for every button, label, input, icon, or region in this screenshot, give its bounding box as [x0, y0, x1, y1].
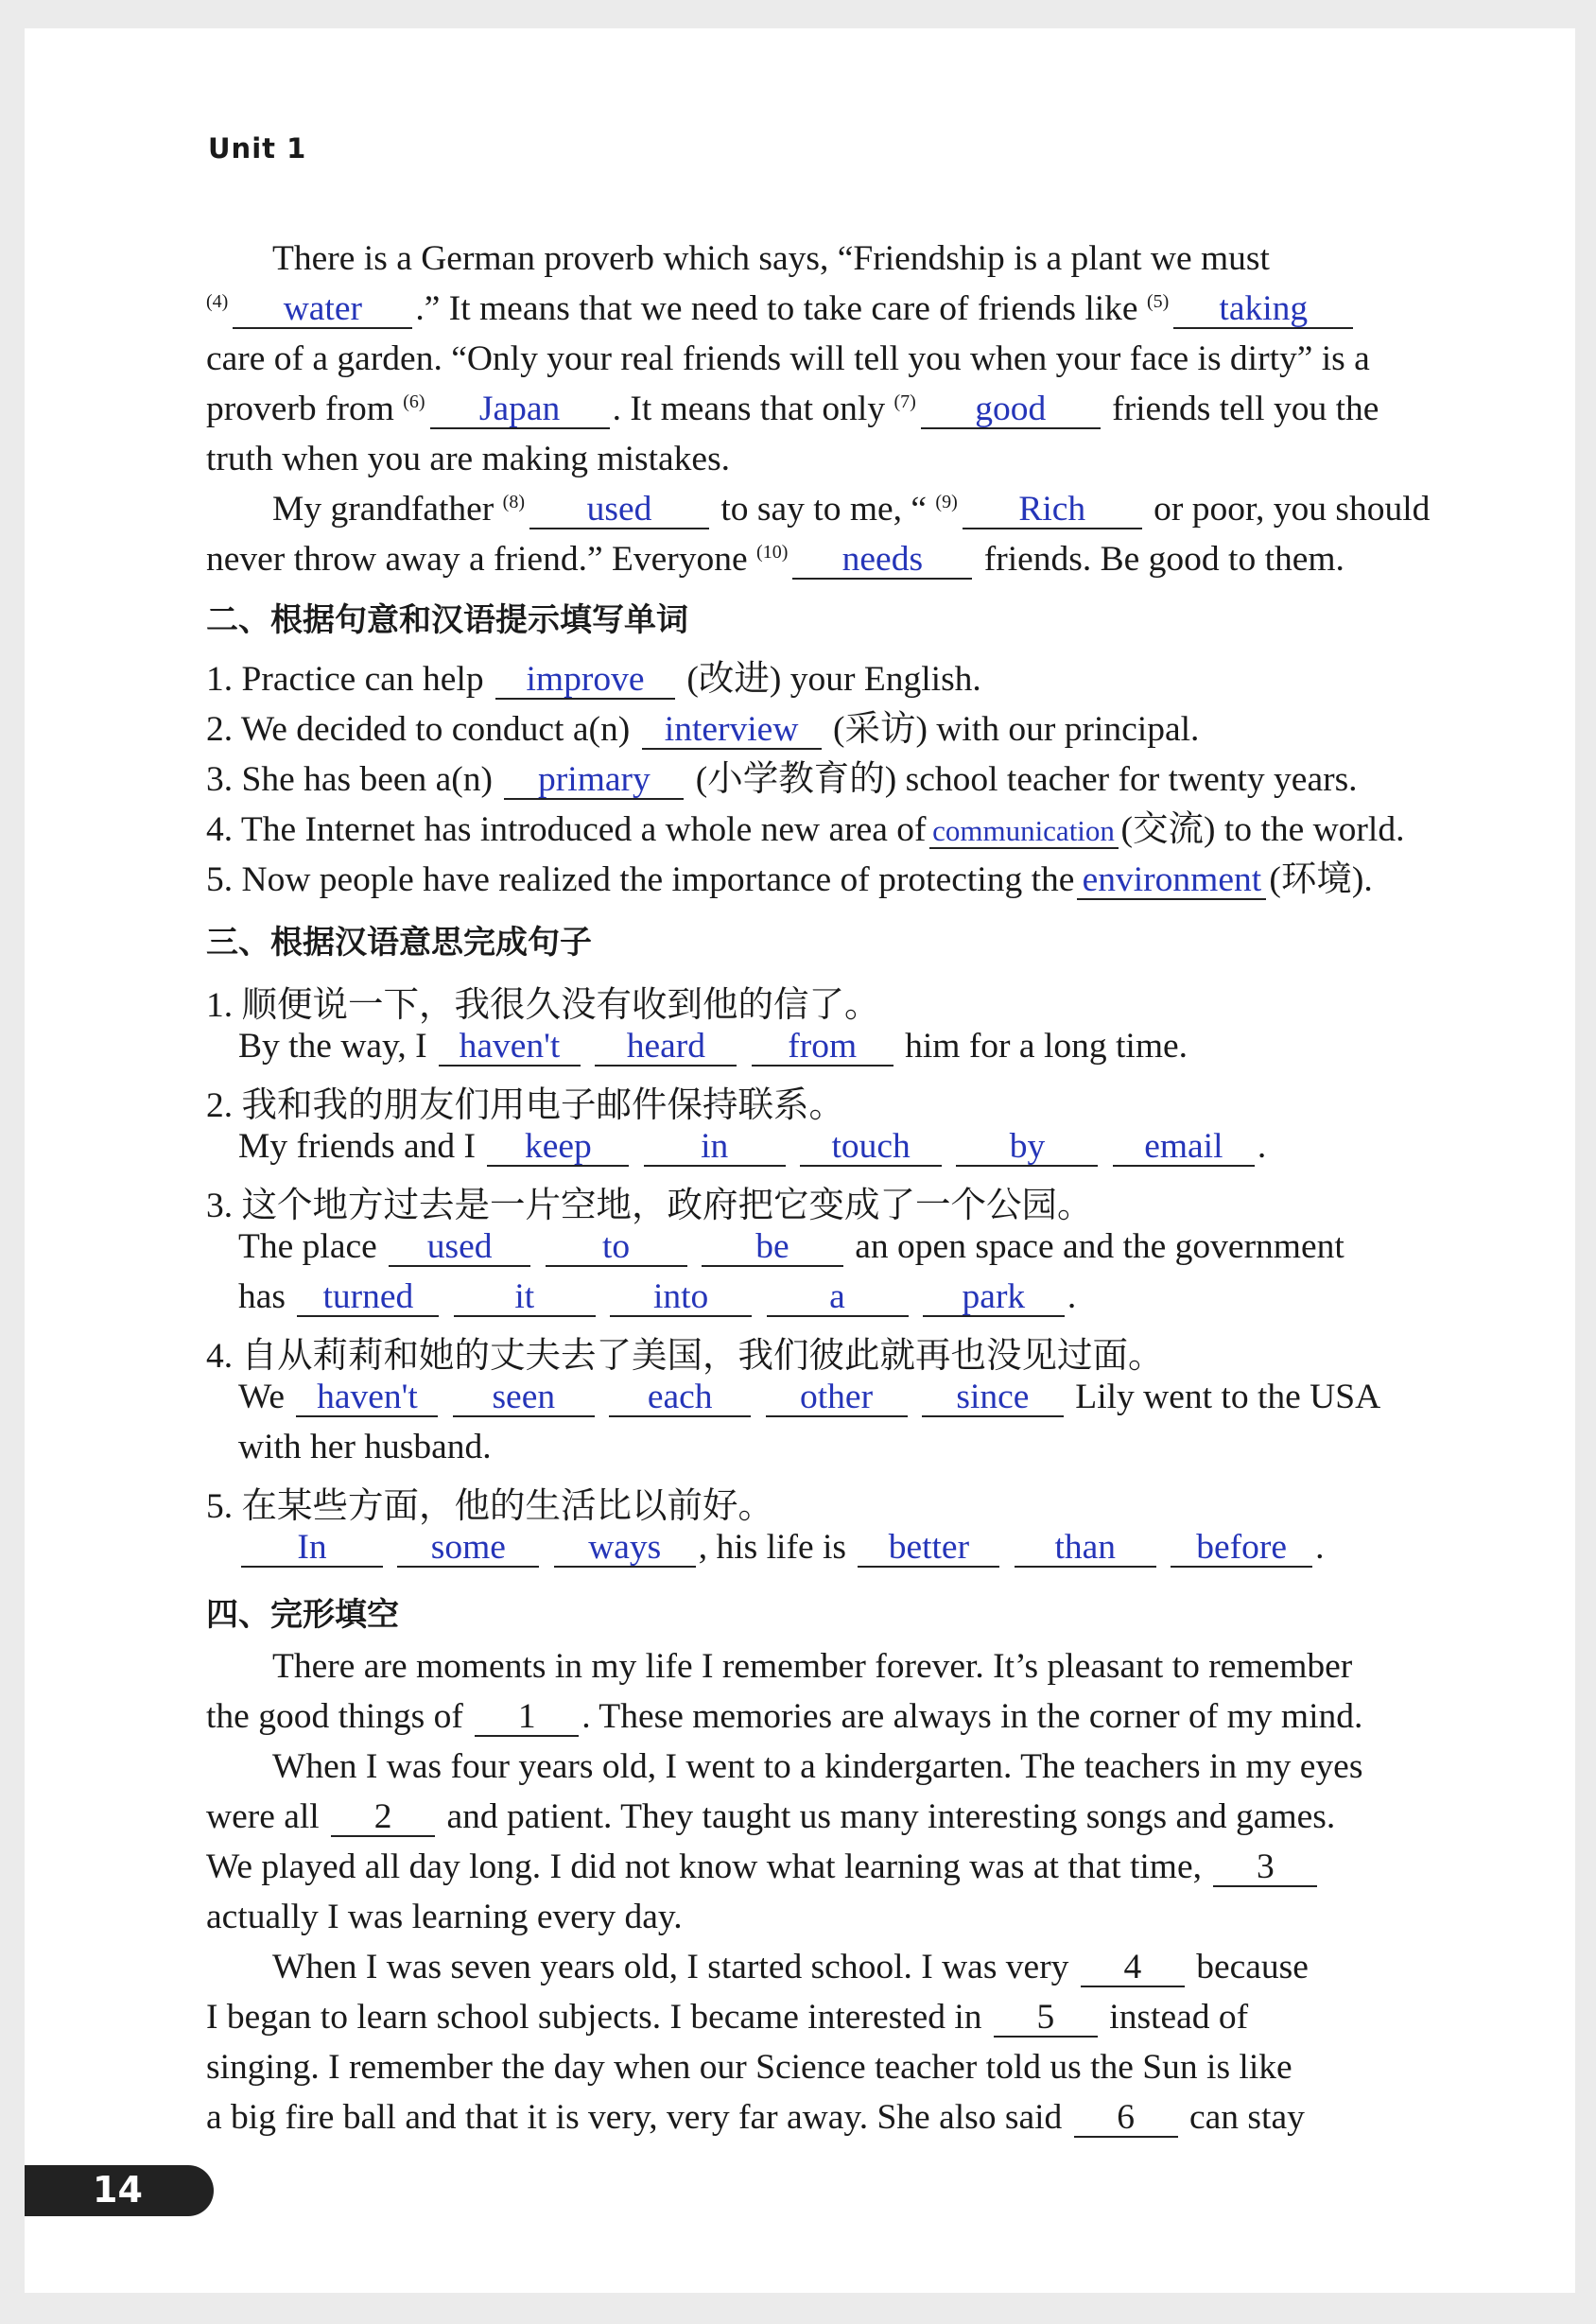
passage-line: There is a German proverb which says, “Friendship is a plant we must — [272, 239, 1270, 278]
cloze-line: actually I was learning every day. — [206, 1898, 683, 1936]
section-heading: 四、完形填空 — [206, 1596, 399, 1634]
exercise-line: has turned it into a park . — [238, 1277, 1077, 1316]
exercise-line: The place used to be an open space and the government — [238, 1227, 1344, 1266]
cloze-line: I began to learn school subjects. I became interested in 5 instead of — [206, 1998, 1249, 2037]
answer-blank: from — [752, 1028, 893, 1067]
passage-line: $^{(4)}$ water .” It means that we need to take care of friends like $^{(5)}$ taking — [206, 288, 1356, 329]
answer-blank: heard — [595, 1028, 737, 1067]
answer-blank: better — [858, 1529, 999, 1568]
answer-blank: other — [766, 1379, 908, 1417]
exercise-line: By the way, I haven't heard from him for a long time. — [238, 1027, 1188, 1066]
exercise-line: 5. Now people have realized the importance of protecting the environment (环境). — [206, 860, 1373, 899]
exercise-line: My friends and I keep in touch by email . — [238, 1127, 1267, 1166]
answer-blank: be — [702, 1228, 843, 1267]
answer-blank: taking — [1173, 290, 1353, 329]
exercise-line: 2. We decided to conduct a(n) interview (采访) with our principal. — [206, 710, 1200, 749]
exercise-line: In some ways , his life is better than before . — [206, 1527, 1325, 1568]
answer-blank: each — [609, 1379, 751, 1417]
answer-blank: In — [241, 1529, 383, 1568]
cloze-blank: 2 — [331, 1798, 435, 1837]
passage-line: proverb from $^{(6)}$ Japan . It means that only $^{(7)}$ good friends tell you the — [206, 390, 1379, 428]
answer-blank: turned — [297, 1278, 439, 1317]
cloze-blank: 4 — [1081, 1949, 1185, 1987]
unit-header: Unit 1 — [208, 132, 307, 165]
answer-blank: park — [923, 1278, 1065, 1317]
answer-blank: ways — [554, 1529, 696, 1568]
answer-blank: seen — [453, 1379, 595, 1417]
answer-blank: email — [1113, 1128, 1255, 1167]
answer-blank: into — [610, 1278, 752, 1317]
answer-blank: than — [1015, 1529, 1156, 1568]
answer-blank: keep — [487, 1128, 629, 1167]
chinese-prompt: 5. 在某些方面，他的生活比以前好。 — [206, 1487, 773, 1526]
answer-blank: used — [389, 1228, 530, 1267]
answer-blank: improve — [495, 661, 675, 700]
cloze-line: the good things of 1 . These memories are always in the corner of my mind. — [206, 1697, 1363, 1736]
passage-line: never throw away a friend.” Everyone $^{(10)}$ needs friends. Be good to them. — [206, 540, 1344, 579]
answer-blank: water — [233, 290, 412, 329]
exercise-line: with her husband. — [238, 1428, 492, 1466]
passage-line: My grandfather $^{(8)}$ used to say to me, “ $^{(9)}$ Rich or poor, you should — [272, 490, 1431, 529]
passage-line: truth when you are making mistakes. — [206, 440, 731, 478]
cloze-blank: 1 — [475, 1698, 579, 1737]
answer-blank: Japan — [430, 390, 610, 429]
answer-blank: before — [1171, 1529, 1312, 1568]
answer-blank: by — [956, 1128, 1098, 1167]
answer-blank: in — [644, 1128, 786, 1167]
answer-blank: some — [397, 1529, 539, 1568]
chinese-prompt: 1. 顺便说一下，我很久没有收到他的信了。 — [206, 986, 880, 1025]
answer-blank: to — [546, 1228, 687, 1267]
cloze-line: When I was four years old, I went to a kindergarten. The teachers in my eyes — [272, 1747, 1363, 1786]
section-heading: 二、根据句意和汉语提示填写单词 — [206, 601, 688, 639]
answer-blank: Rich — [963, 491, 1142, 529]
cloze-line: a big fire ball and that it is very, very far away. She also said 6 can stay — [206, 2098, 1305, 2137]
answer-blank: since — [922, 1379, 1064, 1417]
cloze-blank: 5 — [994, 1999, 1098, 2038]
answer-blank: it — [454, 1278, 596, 1317]
answer-blank: environment — [1077, 861, 1266, 900]
page-number: 14 — [93, 2169, 143, 2211]
cloze-line: There are moments in my life I remember forever. It’s pleasant to remember — [272, 1647, 1353, 1686]
cloze-blank: 6 — [1074, 2099, 1178, 2138]
chinese-prompt: 2. 我和我的朋友们用电子邮件保持联系。 — [206, 1086, 844, 1125]
cloze-line: We played all day long. I did not know what learning was at that time, 3 — [206, 1847, 1320, 1887]
answer-blank: communication — [929, 816, 1119, 849]
answer-blank: a — [767, 1278, 909, 1317]
section-heading: 三、根据汉语意思完成句子 — [206, 924, 592, 962]
exercise-line: 4. The Internet has introduced a whole new area of communication (交流) to the world. — [206, 810, 1405, 849]
exercise-line: We haven't seen each other since Lily went to the USA — [238, 1378, 1381, 1416]
cloze-line: When I was seven years old, I started school. I was very 4 because — [272, 1948, 1309, 1986]
cloze-line: were all 2 and patient. They taught us many interesting songs and games. — [206, 1797, 1336, 1836]
answer-blank: interview — [642, 711, 822, 750]
answer-blank: haven't — [296, 1379, 438, 1417]
answer-blank: good — [921, 390, 1101, 429]
cloze-line: singing. I remember the day when our Science teacher told us the Sun is like — [206, 2048, 1292, 2087]
answer-blank: needs — [792, 541, 972, 580]
answer-blank: touch — [800, 1128, 942, 1167]
chinese-prompt: 4. 自从莉莉和她的丈夫去了美国，我们彼此就再也没见过面。 — [206, 1337, 1164, 1376]
chinese-prompt: 3. 这个地方过去是一片空地，政府把它变成了一个公园。 — [206, 1187, 1093, 1225]
answer-blank: haven't — [439, 1028, 581, 1067]
exercise-line: 1. Practice can help improve (改进) your English. — [206, 660, 981, 699]
passage-line: care of a garden. “Only your real friends will tell you when your face is dirty” is a — [206, 339, 1370, 378]
answer-blank: primary — [504, 761, 684, 800]
exercise-line: 3. She has been a(n) primary (小学教育的) school teacher for twenty years. — [206, 760, 1358, 799]
answer-blank: used — [529, 491, 709, 529]
cloze-blank: 3 — [1213, 1848, 1317, 1887]
